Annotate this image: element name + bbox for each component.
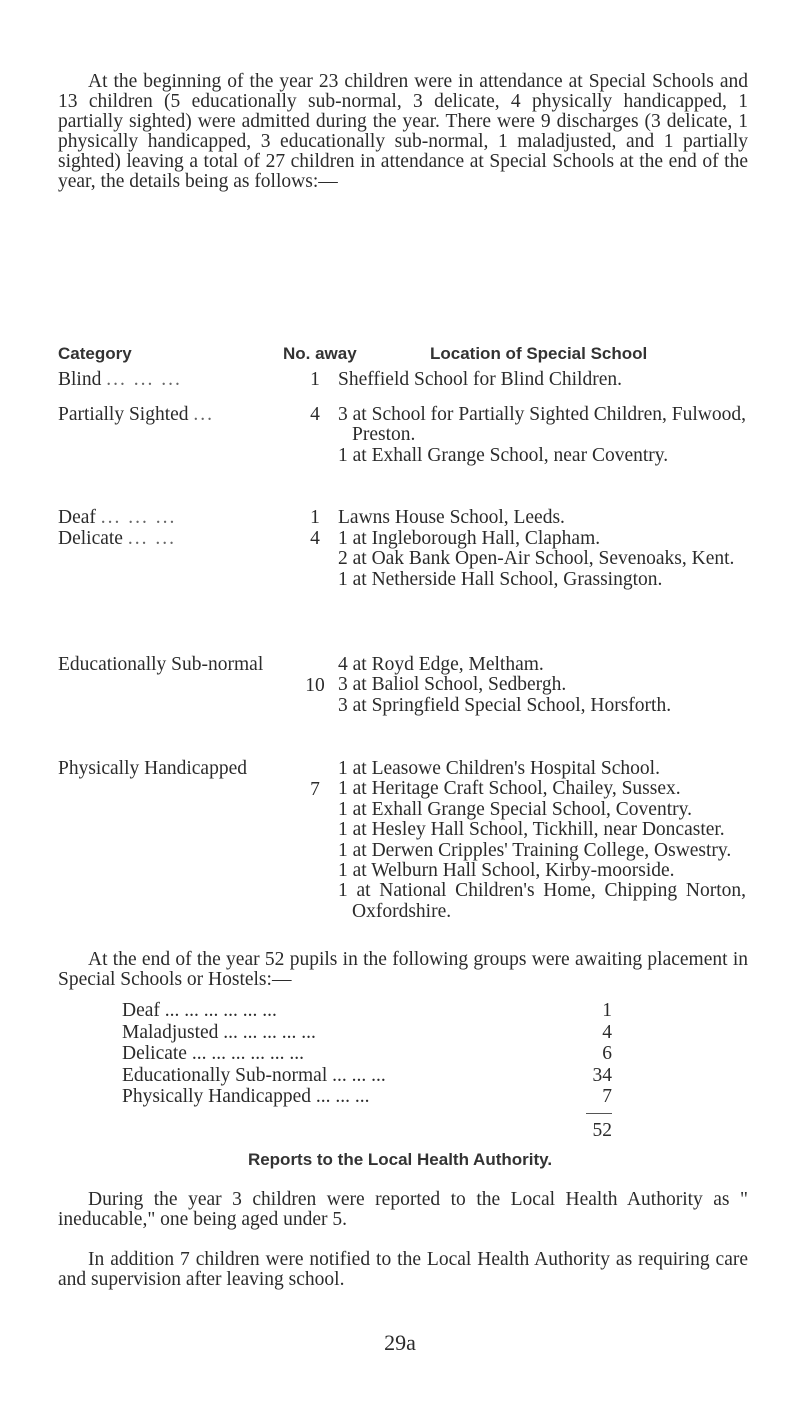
awaiting-value: 6	[602, 1043, 612, 1064]
total-rule	[586, 1113, 612, 1114]
leader-dots: ... ... ...	[100, 507, 177, 528]
awaiting-label: Deaf ... ... ... ... ... ...	[122, 1000, 277, 1021]
row-number: 1	[310, 369, 320, 390]
row-category: Physically Handicapped	[58, 758, 247, 779]
header-category: Category	[58, 344, 132, 363]
row-number: 4	[310, 528, 320, 549]
location-entry: 1 at Welburn Hall School, Kirby-moorside.	[338, 860, 675, 882]
location-entry: 1 at Exhall Grange School, near Coventry.	[338, 444, 669, 466]
section-heading: Reports to the Local Health Authority.	[247, 1150, 553, 1169]
row-number: 10	[305, 675, 325, 696]
location-entry: 1 at Netherside Hall School, Grassington.	[338, 568, 663, 590]
location-entry: Sheffield School for Blind Children.	[338, 369, 622, 390]
leader-dots: ...	[193, 404, 215, 425]
location-entry: 1 at Derwen Cripples' Training College, Oswestry.	[338, 839, 732, 861]
awaiting-total-value: 52	[592, 1120, 612, 1141]
list-item	[122, 1086, 612, 1108]
location-entry: Lawns House School, Leeds.	[338, 507, 565, 528]
row-category: Blind	[58, 369, 102, 390]
row-category: Deaf	[58, 507, 96, 528]
awaiting-value: 1	[602, 1000, 612, 1021]
row-category: Delicate	[58, 528, 123, 549]
awaiting-value: 7	[602, 1086, 612, 1107]
location-entry: 3 at Baliol School, Sedbergh.	[338, 674, 567, 696]
list-item	[122, 1022, 612, 1044]
location-entry: 3 at Springfield Special School, Horsforth.	[338, 694, 672, 716]
leader-dots: ... ...	[127, 528, 176, 549]
list-item	[122, 1043, 612, 1065]
row-number: 7	[310, 779, 320, 800]
location-entry: 1 at Leasowe Children's Hospital School.	[338, 758, 660, 779]
header-number-away: No. away	[283, 344, 357, 363]
awaiting-label: Physically Handicapped ... ... ...	[122, 1086, 370, 1107]
reports-paragraph-1: During the year 3 children were reported to the Local Health Authority as " ineducable," one being aged under 5.	[58, 1189, 748, 1230]
awaiting-value: 4	[602, 1021, 612, 1043]
awaiting-label: Delicate ... ... ... ... ... ...	[122, 1043, 304, 1064]
location-entry: 1 at Ingleborough Hall, Clapham.	[338, 528, 601, 549]
row-number: 1	[310, 507, 320, 528]
header-location: Location of Special School	[430, 344, 648, 363]
awaiting-value: 34	[592, 1064, 612, 1086]
row-category: Partially Sighted	[58, 404, 189, 425]
location-entry: 1 at Exhall Grange Special School, Coventry.	[338, 798, 692, 820]
location-entry: 1 at National Children's Home, Chipping Norton, Oxfordshire.	[338, 880, 746, 922]
page-number: 29a	[384, 1330, 416, 1355]
list-item	[122, 1000, 612, 1022]
reports-paragraph-2: In addition 7 children were notified to the Local Health Authority as requiring care and supervision after leaving school.	[58, 1249, 748, 1290]
leader-dots: ... ... ...	[106, 369, 182, 390]
location-entry: 1 at Heritage Craft School, Chailey, Sussex.	[338, 778, 681, 800]
location-entry: 1 at Hesley Hall School, Tickhill, near Doncaster.	[338, 819, 725, 841]
location-entry: 4 at Royd Edge, Meltham.	[338, 654, 544, 675]
awaiting-paragraph: At the end of the year 52 pupils in the following groups were awaiting placement in Special Schools or Hostels:—	[58, 949, 748, 990]
location-entry: 2 at Oak Bank Open-Air School, Sevenoaks, Kent.	[338, 548, 735, 570]
location-entry: 3 at School for Partially Sighted Children, Fulwood, Preston.	[338, 404, 746, 446]
intro-paragraph: At the beginning of the year 23 children were in attendance at Special Schools and 13 children (5 educationally sub-normal, 3 delicate, 4 physically handicapped, 1 partially sighted) were admitted during the year. There were 9 discharges (3 delicate, 1 physically handicapped, 3 educationally sub-normal, 1 maladjusted, and 1 partially sighted) leaving a total of 27 children in attendance at Special Schools at the end of the year, the details being as follows:—	[58, 71, 748, 192]
awaiting-label: Educationally Sub-normal ... ... ...	[122, 1064, 386, 1086]
row-number: 4	[310, 404, 320, 425]
awaiting-label: Maladjusted ... ... ... ... ...	[122, 1021, 316, 1043]
awaiting-list	[122, 1000, 612, 1108]
list-item	[122, 1065, 612, 1087]
row-category: Educationally Sub-normal	[58, 654, 264, 675]
